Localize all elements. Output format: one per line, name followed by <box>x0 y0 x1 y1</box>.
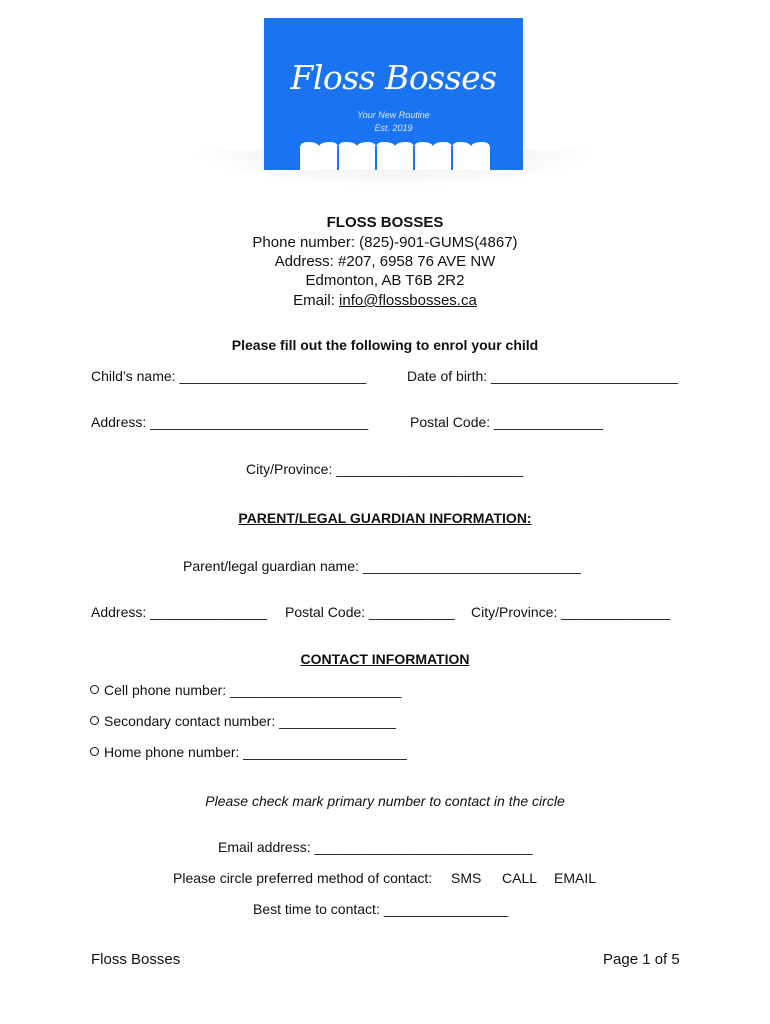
logo-brand-text: Floss Bosses <box>290 58 497 97</box>
brand-logo <box>264 18 523 170</box>
secondary-contact-field[interactable]: Secondary contact number: _______________ <box>104 713 396 729</box>
city-address: Edmonton, AB T6B 2R2 <box>305 272 465 289</box>
child-name-field[interactable]: Child’s name: ________________________ <box>91 368 367 384</box>
email-label: Email: <box>293 292 340 309</box>
teeth-icon <box>264 18 523 170</box>
option-sms[interactable]: SMS <box>451 870 482 886</box>
street-address: Address: #207, 6958 76 AVE NW <box>274 253 496 270</box>
page-number: Page 1 of 5 <box>603 951 680 968</box>
preferred-contact-label: Please circle preferred method of contact: <box>173 870 433 886</box>
email-line <box>0 292 770 310</box>
contact-heading: CONTACT INFORMATION <box>300 651 470 667</box>
child-address-field[interactable]: Address: ____________________________ <box>91 414 369 430</box>
guardian-address-field[interactable]: Address: _______________ <box>91 604 267 620</box>
company-name: FLOSS BOSSES <box>326 214 444 231</box>
logo-tagline: Your New Routine <box>357 110 430 120</box>
email-link[interactable]: info@flossbosses.ca <box>339 292 477 309</box>
logo-card <box>264 18 523 170</box>
best-time-field[interactable]: Best time to contact: ________________ <box>253 901 509 917</box>
email-address-field[interactable]: Email address: ____________________________ <box>218 839 533 855</box>
guardian-postal-code-field[interactable]: Postal Code: ___________ <box>285 604 455 620</box>
secondary-contact-checkbox[interactable] <box>90 716 99 725</box>
home-phone-checkbox[interactable] <box>90 747 99 756</box>
child-city-field[interactable]: City/Province: ________________________ <box>246 461 524 477</box>
phone-number: Phone number: (825)-901-GUMS(4867) <box>252 234 518 251</box>
primary-number-note: Please check mark primary number to contact in the circle <box>205 793 565 809</box>
cell-phone-field[interactable]: Cell phone number: ______________________ <box>104 682 402 698</box>
footer-company: Floss Bosses <box>91 951 181 968</box>
guardian-heading: PARENT/LEGAL GUARDIAN INFORMATION: <box>238 510 532 526</box>
option-email[interactable]: EMAIL <box>554 870 597 886</box>
option-call[interactable]: CALL <box>502 870 538 886</box>
guardian-city-field[interactable]: City/Province: ______________ <box>471 604 671 620</box>
cell-phone-checkbox[interactable] <box>90 685 99 694</box>
home-phone-field[interactable]: Home phone number: _____________________ <box>104 744 407 760</box>
date-of-birth-field[interactable]: Date of birth: ________________________ <box>407 368 678 384</box>
logo-established: Est. 2019 <box>374 123 413 133</box>
intro-text: Please fill out the following to enrol your child <box>231 337 539 353</box>
child-postal-code-field[interactable]: Postal Code: ______________ <box>410 414 604 430</box>
guardian-name-field[interactable]: Parent/legal guardian name: ____________________________ <box>183 558 581 574</box>
